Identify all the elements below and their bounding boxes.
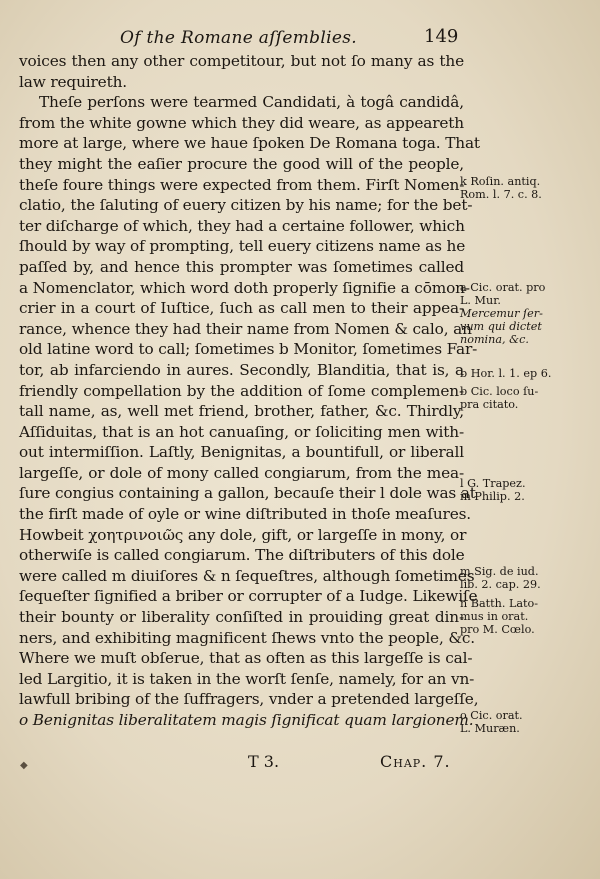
text-line: clatio, the ſaluting of euery citizen by his name; for the bet- bbox=[19, 196, 473, 215]
text-line: ſhould by way of prompting, tell euery citizens name as he bbox=[19, 237, 466, 256]
text-line: voices then any other competitour, but not ſo many as the bbox=[19, 52, 464, 70]
text-line: old latine word to call; ſometimes b Monitor, ſometimes Far- bbox=[19, 340, 478, 359]
text-line: Theſe perſons were tearmed Candidati, à togâ candidâ, bbox=[39, 93, 464, 112]
note-line: Mercemur ſer- bbox=[460, 307, 543, 320]
text-line: friendly compellation by the addition of ſome complemen- bbox=[19, 381, 464, 400]
note-line: m Sig. de iud. bbox=[460, 565, 539, 578]
note-line: L. Muræn. bbox=[460, 722, 520, 735]
page-header bbox=[0, 26, 600, 52]
running-head: Of the Romane aſſemblies. bbox=[120, 28, 357, 48]
text-line: o Benignitas liberalitatem magis ſignificat quam largionem. bbox=[19, 711, 474, 729]
marginal-note bbox=[460, 709, 590, 735]
text-line: more at large, where we haue ſpoken De Romana toga. That bbox=[19, 134, 480, 153]
text-line: tor, ab infarciendo in aures. Secondly, Blanditia, that is, a bbox=[19, 360, 464, 379]
note-line: mus in orat. bbox=[460, 610, 529, 623]
note-line: L. Mur. bbox=[460, 294, 501, 307]
text-line: from the white gowne which they did weare, as appeareth bbox=[19, 113, 464, 132]
page-number: 149 bbox=[424, 26, 459, 47]
note-line: k Roſin. antiq. bbox=[460, 175, 541, 188]
text-line: a Nomenclator, which word doth properly ſignifie a cōmon- bbox=[19, 278, 470, 297]
text-line: ners, and exhibiting magnificent ſhews vnto the people, &c. bbox=[19, 628, 475, 647]
text-line: paſſed by, and hence this prompter was ſometimes called bbox=[19, 257, 464, 276]
note-line: l G. Trapez. bbox=[460, 477, 526, 490]
text-line: ſequeſter ſignified a briber or corrupter of a Iudge. Likewiſe bbox=[19, 587, 478, 606]
text-line: tall name, as, well met friend, brother, father, &c. Thirdly, bbox=[19, 402, 464, 421]
note-line: Rom. l. 7. c. 8. bbox=[460, 188, 542, 201]
note-line: b Hor. l. 1. ep 6. bbox=[460, 367, 552, 380]
marginal-note bbox=[460, 597, 590, 636]
text-line: were called m diuiſores & n ſequeſtres, although ſometimes bbox=[19, 566, 475, 585]
text-line: Where we muſt obſerue, that as often as this largeſſe is cal- bbox=[19, 649, 473, 668]
note-line: n Batth. Lato- bbox=[460, 597, 539, 610]
note-line: vum qui dictet bbox=[460, 320, 542, 333]
note-line: b Cic. loco ſu- bbox=[460, 385, 539, 398]
text-line: their bounty or liberality conſiſted in prouiding great din- bbox=[19, 608, 464, 627]
page-footer bbox=[0, 750, 600, 780]
marginal-note bbox=[460, 281, 590, 346]
text-line: rance, whence they had their name from Nomen & calo, an bbox=[19, 319, 472, 338]
text-line: Howbeit χοητρινοιῶς any dole, gift, or largeſſe in mony, or bbox=[19, 525, 467, 544]
note-line: a Cic. orat. pro bbox=[460, 281, 546, 294]
ornament-icon: ◆ bbox=[20, 760, 28, 771]
text-line: otherwiſe is called congiarum. The diſtributers of this dole bbox=[19, 546, 465, 565]
signature-mark: T 3. bbox=[248, 752, 280, 771]
text-line: out intermiſſion. Laſtly, Benignitas, a bountifull, or liberall bbox=[19, 443, 464, 462]
text-line: Aſſiduitas, that is an hot canuaſing, or ſoliciting men with- bbox=[19, 422, 464, 441]
text-line: lawfull bribing of the ſuffragers, vnder a pretended largeſſe, bbox=[19, 690, 479, 709]
text-line: the firſt made of oyle or wine diſtributed in thoſe meaſures. bbox=[19, 505, 472, 524]
text-line: ſure congius containing a gallon, becauſe their l dole was at bbox=[19, 484, 476, 503]
note-line: pra citato. bbox=[460, 398, 519, 411]
marginal-note bbox=[460, 175, 590, 201]
note-line: lib. 2. cap. 29. bbox=[460, 578, 541, 591]
text-line: law requireth. bbox=[19, 72, 127, 91]
main-text-block bbox=[19, 51, 480, 731]
text-line: ter diſcharge of which, they had a certaine follower, which bbox=[19, 216, 465, 235]
note-line: in Philip. 2. bbox=[460, 490, 525, 503]
note-line: pro M. Cœlo. bbox=[460, 623, 535, 636]
marginal-note bbox=[460, 367, 590, 380]
marginal-note bbox=[460, 385, 590, 411]
text-line: largeſſe, or dole of mony called congiarum, from the mea- bbox=[19, 463, 464, 482]
note-line: o Cic. orat. bbox=[460, 709, 523, 722]
catchword: Chap. 7. bbox=[380, 752, 451, 771]
note-line: nomina, &c. bbox=[460, 333, 529, 346]
text-line: led Largitio, it is taken in the worſt ſenſe, namely, for an vn- bbox=[19, 669, 475, 688]
text-line: crier in a court of Iuſtice, ſuch as call men to their appea- bbox=[19, 299, 464, 318]
text-line: theſe foure things were expected from them. Firſt Nomen- bbox=[19, 175, 465, 194]
text-line: they might the eaſier procure the good will of the people, bbox=[19, 154, 464, 173]
marginal-note bbox=[460, 477, 590, 503]
marginal-note bbox=[460, 565, 590, 591]
